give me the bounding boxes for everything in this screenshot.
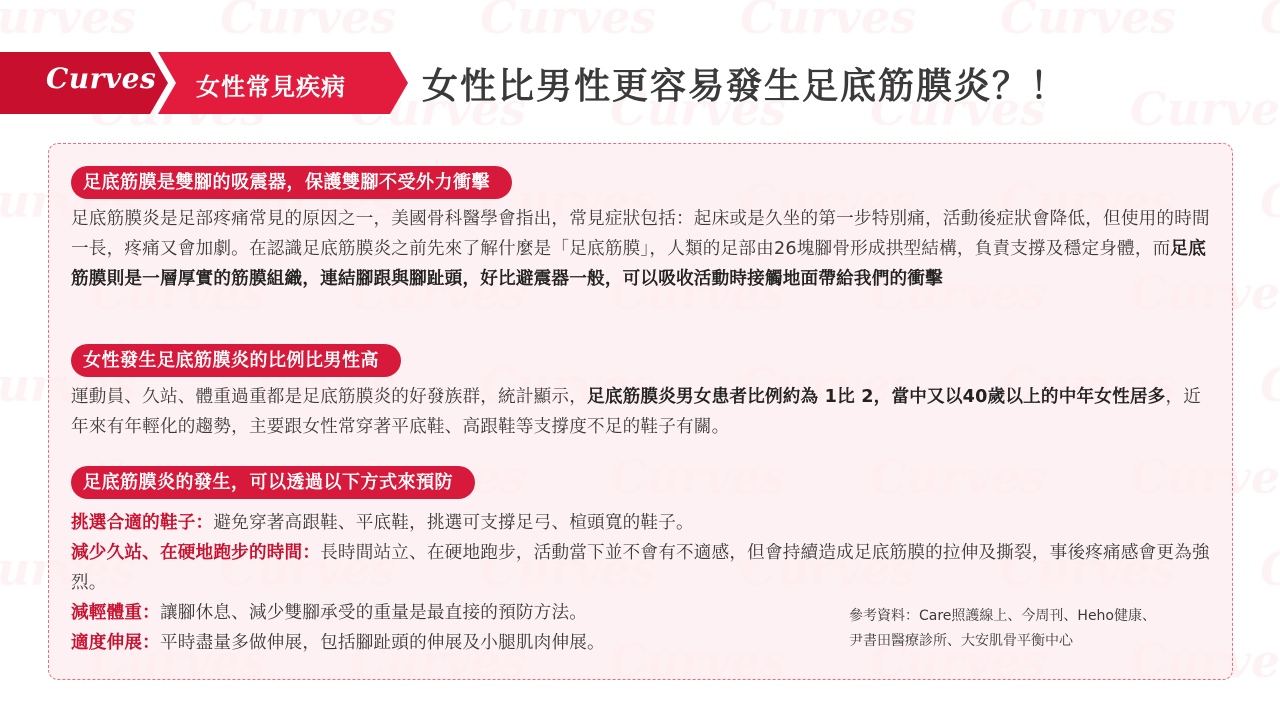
paragraph-tail: ，近年來有年輕化的趨勢，主要跟女性常穿著平底鞋、高跟鞋等支撐度不足的鞋子有關。 — [71, 387, 1202, 437]
item-key: 減輕體重： — [71, 603, 160, 623]
item-key: 適度伸展： — [71, 633, 160, 653]
item-text: 長時間站立、在硬地跑步，活動當下並不會有不適感，但會持續造成足底筋膜的拉伸及撕裂，事後疼痛感會更為強烈。 — [71, 543, 1210, 593]
watermark-text — [1260, 358, 1280, 412]
item-key: 挑選合適的鞋子： — [71, 513, 214, 533]
section-shock-absorber — [71, 166, 1211, 294]
watermark-text — [0, 0, 136, 44]
section-heading: 足底筋膜炎的發生，可以透過以下方式來預防 — [71, 466, 475, 499]
paragraph-text: 足底筋膜炎是足部疼痛常見的原因之一，美國骨科醫學會指出，常見症狀包括：起床或是久坐的第一步特別痛，活動後症狀會降低，但使用的時間一長，疼痛又會加劇。在認識足底筋膜炎之前先來了解什麼是「足底筋膜」，人類的足部由26塊腳骨形成拱型結構，負責支撐及穩定身體，而 — [71, 209, 1210, 259]
item-text: 平時盡量多做伸展，包括腳趾頭的伸展及小腿肌肉伸展。 — [159, 633, 605, 653]
list-item — [71, 538, 1211, 598]
content-box — [48, 143, 1233, 680]
section-paragraph — [71, 204, 1211, 294]
watermark-text — [1260, 542, 1280, 596]
section-heading: 足底筋膜是雙腳的吸震器，保護雙腳不受外力衝擊 — [71, 166, 512, 199]
page-title: 女性比男性更容易發生足底筋膜炎？！ — [422, 66, 1069, 107]
watermark-text — [1000, 0, 1176, 44]
category-label: 女性常見疾病 — [196, 73, 346, 101]
list-item — [71, 598, 811, 628]
watermark-text — [1260, 0, 1280, 44]
watermark-text — [1260, 174, 1280, 228]
section-paragraph — [71, 382, 1211, 442]
references — [849, 604, 1229, 654]
watermark-text — [480, 0, 656, 44]
list-item — [71, 628, 811, 658]
references-line: 尹書田醫療診所、大安肌骨平衡中心 — [849, 633, 1073, 649]
paragraph-text: 運動員、久站、體重過重都是足底筋膜炎的好發族群，統計顯示， — [71, 387, 588, 407]
paragraph-bold: 足底筋膜炎男女患者比例約為 1比 2，當中又以40歲以上的中年女性居多 — [587, 387, 1166, 407]
watermark-text — [740, 0, 916, 44]
references-line: 參考資料：Care照護線上、今周刊、Heho健康、 — [849, 608, 1156, 624]
item-text: 避免穿著高跟鞋、平底鞋，挑選可支撐足弓、楦頭寬的鞋子。 — [213, 513, 694, 533]
watermark-text — [220, 0, 396, 44]
list-item — [71, 508, 1211, 538]
curves-logo: Curves — [46, 62, 157, 95]
item-key: 減少久站、在硬地跑步的時間： — [71, 543, 321, 563]
header — [0, 52, 1280, 114]
paragraph-bold: 足底筋膜則是一層厚實的筋膜組織，連結腳跟與腳趾頭，好比避震器一般，可以吸收活動時接觸地面帶給我們的衝擊 — [71, 239, 1207, 289]
section-female-ratio — [71, 344, 1211, 442]
section-heading: 女性發生足底筋膜炎的比例比男性高 — [71, 344, 401, 377]
item-text: 讓腳休息、減少雙腳承受的重量是最直接的預防方法。 — [159, 603, 588, 623]
